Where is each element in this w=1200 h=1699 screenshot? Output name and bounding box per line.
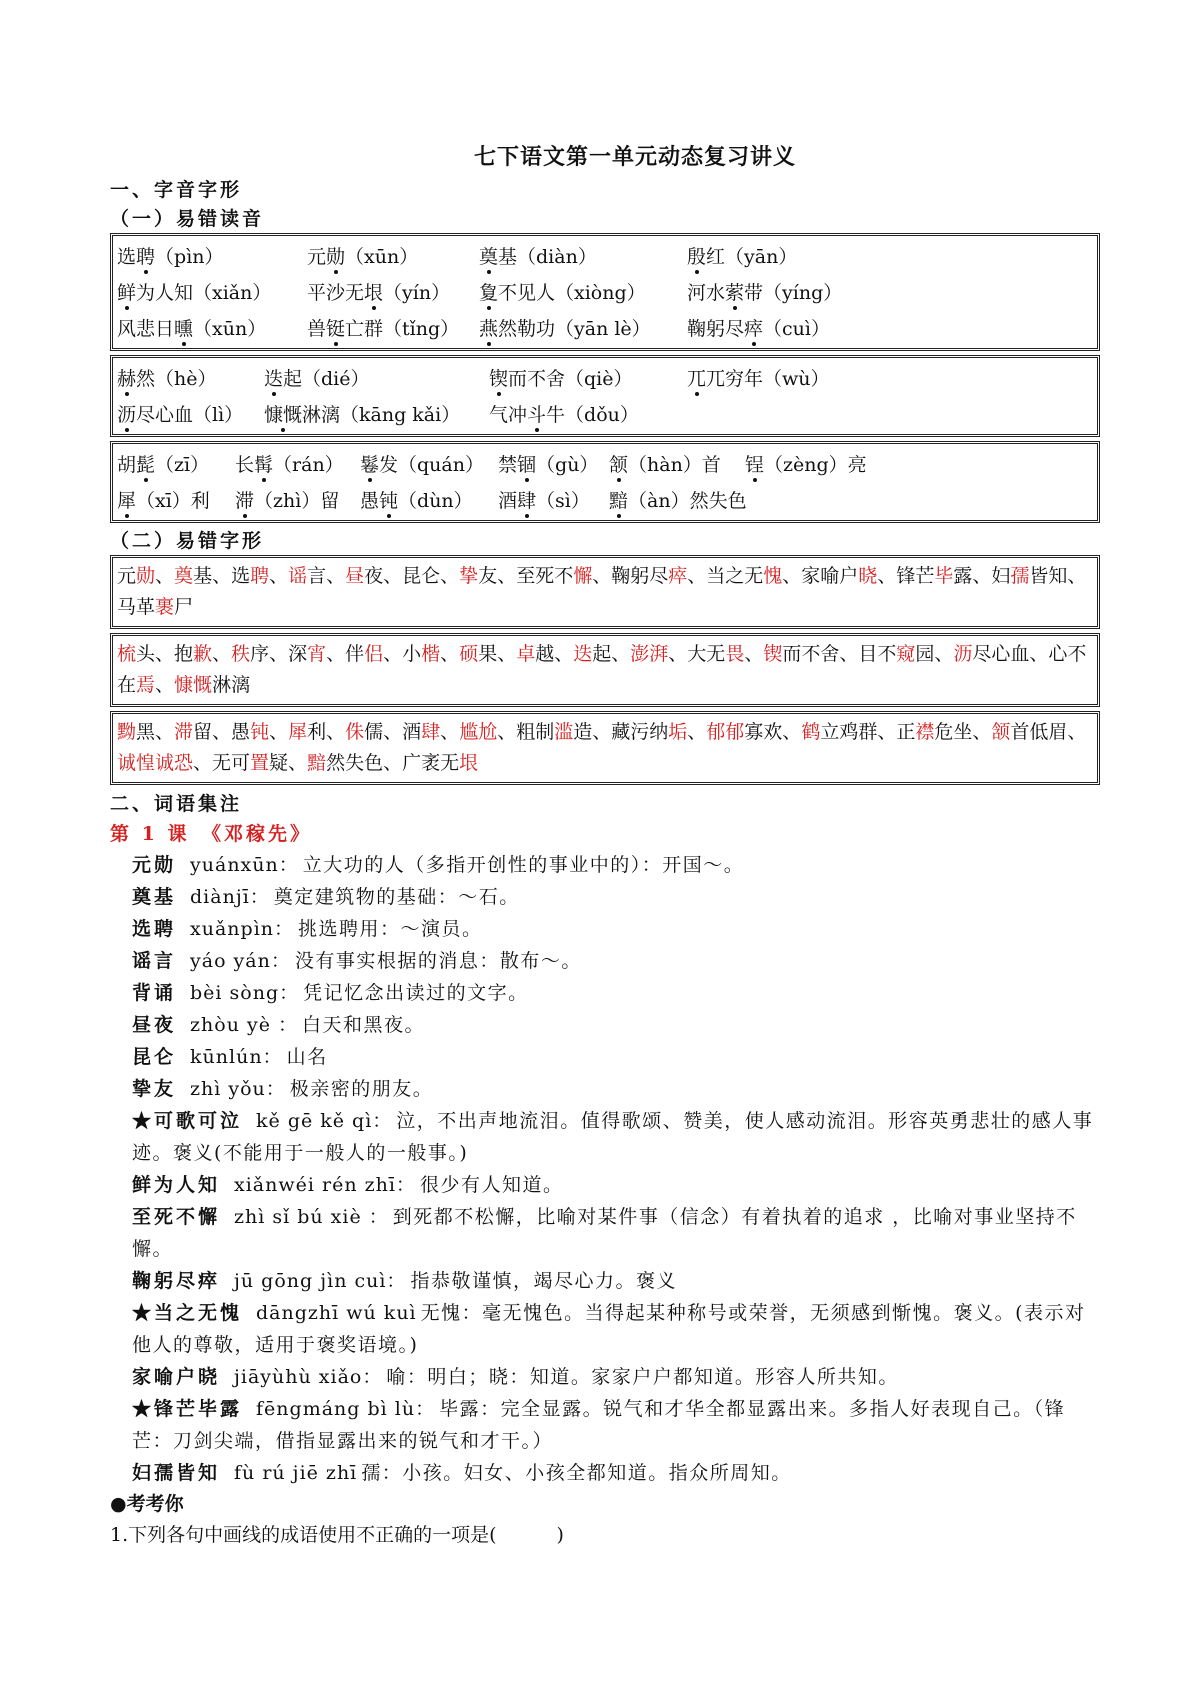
character-text: 元	[117, 565, 137, 587]
vocabulary-term: ★锋芒毕露	[132, 1398, 243, 1420]
error-prone-character: 楷	[421, 643, 441, 665]
error-prone-character: 宵	[307, 643, 327, 665]
pronunciation-item	[609, 446, 721, 484]
vocabulary-term: ★当之无愧	[132, 1302, 243, 1324]
character-text: 、家喻户	[782, 565, 859, 587]
vocabulary-definition: 喻：明白；晓：知道。家家户户都知道。形容人所共知。	[386, 1366, 899, 1388]
vocabulary-term: 家喻户晓	[132, 1366, 221, 1388]
pronunciation-item	[687, 238, 797, 276]
dotted-character: 迭	[264, 360, 283, 398]
pronunciation-item	[360, 446, 484, 484]
character-text: 造、藏污纳	[573, 721, 669, 743]
character-text: 、	[744, 643, 764, 665]
pronunciation-box	[110, 441, 1100, 523]
pronunciation-item	[117, 482, 210, 520]
vocabulary-definition: 奠定建筑物的基础：～石。	[273, 886, 520, 908]
item-reading: （àn）然失色	[628, 490, 747, 512]
vocabulary-pinyin: zhòu yè ：	[190, 1014, 298, 1036]
character-text: 、	[155, 565, 175, 587]
pronunciation-item	[489, 396, 639, 434]
vocabulary-entry	[110, 881, 1100, 913]
pronunciation-item	[498, 446, 598, 484]
dotted-character: 钝	[379, 482, 398, 520]
item-reading: （xūn）	[345, 246, 419, 268]
character-text: 淋漓	[212, 674, 251, 696]
character-text: 皆知、马革	[117, 565, 1087, 618]
character-text: 、	[269, 565, 289, 587]
error-prone-character: 慷慨	[174, 674, 213, 696]
vocabulary-term: 奠基	[132, 886, 177, 908]
item-reading: （rán）	[273, 454, 344, 476]
character-text: 越、	[535, 643, 574, 665]
pronunciation-box	[110, 355, 1100, 437]
character-text: 然失色、广袤无	[326, 752, 460, 774]
error-prone-character: 尴尬	[459, 721, 498, 743]
vocabulary-entry	[110, 977, 1100, 1009]
character-text: 尸	[174, 596, 194, 618]
vocabulary-definition: 毕露：完全显露。锐气和才华全都显露出来。多指人好表现自己。（锋芒：刀剑尖端，借指显露出来的锐气和才干。）	[132, 1398, 1066, 1452]
character-text: 黑、	[136, 721, 175, 743]
item-reading: （yín）	[383, 282, 451, 304]
dotted-character: 黯	[609, 482, 628, 520]
error-prone-character: 侏	[345, 721, 365, 743]
item-prefix: 气冲	[489, 404, 528, 426]
dotted-character: 髯	[254, 446, 273, 484]
vocabulary-pinyin: xuǎnpìn：	[190, 918, 295, 940]
vocabulary-entry	[110, 1169, 1100, 1201]
document-page	[110, 140, 1100, 1551]
vocabulary-definition: 挑选聘用：～演员。	[298, 918, 483, 940]
vocabulary-pinyin: fēngmáng bì lù：	[256, 1398, 436, 1420]
vocabulary-entry	[110, 1457, 1100, 1489]
dotted-character: 兀	[687, 360, 706, 398]
pronunciation-item	[117, 446, 209, 484]
item-reading: 然勒功（yān lè）	[498, 318, 651, 340]
dotted-character: 滞	[235, 482, 254, 520]
pronunciation-item	[235, 482, 339, 520]
item-reading: （hàn）首	[628, 454, 721, 476]
vocabulary-entry	[110, 1009, 1100, 1041]
item-reading: （sì）	[536, 490, 590, 512]
character-text: 头、抱	[136, 643, 194, 665]
item-reading: 淋漓（kāng kǎi）	[302, 404, 461, 426]
dotted-character: 燕	[479, 310, 498, 348]
error-prone-character: 裹	[155, 596, 175, 618]
pronunciation-item	[307, 310, 459, 348]
vocabulary-definition: 极亲密的朋友。	[289, 1078, 434, 1100]
item-prefix: 元	[307, 246, 327, 268]
error-prone-character: 焉	[136, 674, 156, 696]
dotted-character: 瘁	[744, 310, 763, 348]
error-prone-character: 晓	[858, 565, 878, 587]
pronunciation-item	[489, 360, 633, 398]
dotted-character: 锲	[489, 360, 508, 398]
character-text: 首低眉、	[1010, 721, 1087, 743]
item-prefix: 酒	[498, 490, 518, 512]
pronunciation-row	[117, 360, 1093, 396]
character-text: 夜、昆仑、	[364, 565, 460, 587]
vocabulary-definition: 没有事实根据的消息：散布～。	[294, 950, 582, 972]
item-reading: （pìn）	[155, 246, 224, 268]
character-tables	[110, 555, 1100, 785]
pronunciation-box	[110, 233, 1100, 351]
error-prone-character: 窥	[896, 643, 916, 665]
vocabulary-pinyin: bèi sòng：	[190, 982, 300, 1004]
error-prone-character: 畏	[725, 643, 745, 665]
error-prone-character: 钝	[250, 721, 270, 743]
character-text: 友、至死不	[478, 565, 574, 587]
pronunciation-item	[117, 238, 224, 276]
error-prone-character: 勋	[136, 565, 156, 587]
error-prone-character: 秩	[231, 643, 251, 665]
error-prone-character: 愧	[763, 565, 783, 587]
dotted-character: 锃	[745, 446, 764, 484]
vocabulary-entry	[110, 1201, 1100, 1265]
pronunciation-item	[360, 482, 473, 520]
pronunciation-item	[687, 360, 830, 398]
character-text: 而不舍、目不	[782, 643, 897, 665]
vocabulary-definition: 无愧：毫无愧色。当得起某种称号或荣誉，无须感到惭愧。褒义。(表示对他人的尊敬，适用于褒奖语境。)	[132, 1302, 1086, 1356]
character-text: 、	[440, 643, 460, 665]
pronunciation-row	[117, 310, 1093, 346]
character-box	[110, 711, 1100, 785]
pronunciation-row	[117, 396, 1093, 432]
dotted-character: 赫	[117, 360, 136, 398]
vocabulary-pinyin: diànjī：	[190, 886, 270, 908]
vocabulary-pinyin: zhì yǒu：	[190, 1078, 286, 1100]
item-prefix: 风悲日	[117, 318, 175, 340]
error-prone-character: 黝	[117, 721, 137, 743]
item-reading: 亡群（tǐng）	[345, 318, 460, 340]
dotted-character: 鲜	[117, 274, 136, 312]
character-text: 、锋芒	[877, 565, 935, 587]
vocabulary-pinyin: dāngzhī wú kuì	[256, 1302, 417, 1324]
character-text: 、大无	[668, 643, 726, 665]
vocabulary-pinyin: zhì sǐ bú xiè ：	[234, 1206, 389, 1228]
dotted-character: 铤	[326, 310, 345, 348]
pronunciation-item	[745, 446, 867, 484]
vocabulary-pinyin: jū gōng jìn cuì：	[234, 1270, 407, 1292]
vocabulary-entry	[110, 1041, 1100, 1073]
error-prone-character: 垢	[668, 721, 688, 743]
character-text: 、	[440, 721, 460, 743]
section2-heading: 二、词语集注	[110, 793, 243, 815]
dotted-character: 沥	[117, 396, 136, 434]
vocabulary-term: 元勋	[132, 854, 177, 876]
item-prefix: 平沙无	[307, 282, 365, 304]
section1-heading: 一、字音字形	[110, 179, 243, 201]
pronunciation-item	[307, 274, 450, 312]
item-reading: 牛（dǒu）	[546, 404, 639, 426]
pronunciation-item	[117, 396, 243, 434]
vocabulary-pinyin: jiāyùhù xiǎo：	[234, 1366, 383, 1388]
dotted-character: 鬈	[360, 446, 379, 484]
error-prone-character: 孺	[1010, 565, 1030, 587]
item-reading: 尽心血（lì）	[136, 404, 244, 426]
item-reading: （zī）	[155, 454, 210, 476]
item-reading: 不见人（xiòng）	[498, 282, 646, 304]
item-reading: （xī）利	[136, 490, 210, 512]
vocabulary-entry	[110, 1105, 1100, 1169]
subsection-pronunciation-heading: （一）易错读音	[110, 208, 265, 230]
character-text: 儒、酒	[364, 721, 422, 743]
character-text: 利、	[307, 721, 346, 743]
vocabulary-definition: 凭记忆念出读过的文字。	[303, 982, 529, 1004]
error-prone-character: 垠	[459, 752, 479, 774]
character-text: 疑、	[269, 752, 308, 774]
error-prone-character: 澎湃	[630, 643, 669, 665]
vocabulary-pinyin: kě gē kě qì：	[256, 1110, 393, 1132]
error-prone-character: 歉	[193, 643, 213, 665]
lesson-title: 第 1 课 《邓稼先》	[110, 823, 312, 845]
error-prone-character: 鹤	[801, 721, 821, 743]
dotted-character: 萦	[725, 274, 744, 312]
character-text: 、粗制	[497, 721, 555, 743]
quiz-heading: ●考考你	[110, 1493, 184, 1515]
vocabulary-definition: 很少有人知道。	[419, 1174, 564, 1196]
dotted-character: 斗	[527, 396, 546, 434]
character-text: 、无可	[193, 752, 251, 774]
item-prefix: 选	[117, 246, 137, 268]
error-prone-character: 锲	[763, 643, 783, 665]
vocabulary-entry	[110, 1361, 1100, 1393]
item-prefix: 鞠躬尽	[687, 318, 745, 340]
error-prone-character: 颔	[991, 721, 1011, 743]
dotted-character: 锢	[517, 446, 536, 484]
error-prone-character: 梳	[117, 643, 137, 665]
vocabulary-pinyin: fù rú jiē zhī	[234, 1462, 358, 1484]
character-text: 、当之无	[687, 565, 764, 587]
dotted-character: 肆	[517, 482, 536, 520]
error-prone-character: 襟	[915, 721, 935, 743]
dotted-character: 勋	[326, 238, 345, 276]
pronunciation-row	[117, 446, 1093, 482]
character-text: 言、	[307, 565, 346, 587]
pronunciation-item	[479, 310, 651, 348]
error-prone-character: 侣	[364, 643, 384, 665]
item-prefix: 胡	[117, 454, 137, 476]
vocabulary-entry	[110, 945, 1100, 977]
vocabulary-term: 昼夜	[132, 1014, 177, 1036]
character-text: 、小	[383, 643, 422, 665]
character-text: 、伴	[326, 643, 365, 665]
vocabulary-term: 选聘	[132, 918, 177, 940]
item-reading: （gù）	[536, 454, 599, 476]
character-box	[110, 633, 1100, 707]
item-prefix: 愚	[360, 490, 380, 512]
character-text: 序、深	[250, 643, 308, 665]
error-prone-character: 硕	[459, 643, 479, 665]
item-prefix: 兽	[307, 318, 327, 340]
vocabulary-term: 鲜为人知	[132, 1174, 221, 1196]
pronunciation-item	[609, 482, 747, 520]
vocabulary-pinyin: xiǎnwéi rén zhī：	[234, 1174, 416, 1196]
dotted-character: 垠	[364, 274, 383, 312]
pronunciation-item	[117, 274, 271, 312]
dotted-character: 奠	[479, 238, 498, 276]
vocabulary-term: 昆仑	[132, 1046, 177, 1068]
vocabulary-entry	[110, 849, 1100, 881]
error-prone-character: 毕	[934, 565, 954, 587]
dotted-character: 髭	[136, 446, 155, 484]
error-prone-character: 置	[250, 752, 270, 774]
item-reading: 兀穷年（wù）	[706, 368, 830, 390]
item-reading: （zèng）亮	[764, 454, 867, 476]
item-reading: 为人知（xiǎn）	[136, 282, 272, 304]
character-text: 寡欢、	[744, 721, 802, 743]
vocabulary-entry	[110, 913, 1100, 945]
error-prone-character: 卓	[516, 643, 536, 665]
pronunciation-item	[687, 274, 842, 312]
error-prone-character: 瘁	[668, 565, 688, 587]
vocabulary-list	[110, 849, 1100, 1489]
pronunciation-item	[264, 360, 370, 398]
character-text: 尽心血、心不在	[117, 643, 1087, 696]
pronunciation-item	[479, 274, 646, 312]
error-prone-character: 黯	[307, 752, 327, 774]
dotted-character: 犀	[117, 482, 136, 520]
item-reading: （dùn）	[398, 490, 473, 512]
item-reading: （zhì）留	[254, 490, 340, 512]
character-text: 、	[212, 643, 232, 665]
dotted-character: 夐	[479, 274, 498, 312]
pronunciation-item	[498, 482, 590, 520]
character-text: 立鸡群、正	[820, 721, 916, 743]
pronunciation-item	[479, 238, 597, 276]
error-prone-character: 挚	[459, 565, 479, 587]
document-title: 七下语文第一单元动态复习讲义	[473, 144, 796, 170]
pronunciation-item	[687, 310, 830, 348]
vocabulary-definition: 山名	[286, 1046, 328, 1068]
vocabulary-definition: 白天和黑夜。	[302, 1014, 426, 1036]
character-text: 露、妇	[953, 565, 1011, 587]
error-prone-character: 滥	[554, 721, 574, 743]
vocabulary-definition: 泣，不出声地流泪。值得歌颂、赞美，使人感动流泪。形容英勇悲壮的感人事迹。褒义(不能用于一般人的一般事。)	[132, 1110, 1094, 1164]
character-text: 园、	[915, 643, 954, 665]
character-text: 、鞠躬尽	[592, 565, 669, 587]
pronunciation-row	[117, 274, 1093, 310]
pronunciation-tables	[110, 233, 1100, 523]
character-text: 、	[269, 721, 289, 743]
error-prone-character: 聘	[250, 565, 270, 587]
item-prefix: 禁	[498, 454, 518, 476]
character-box	[110, 555, 1100, 629]
dotted-character: 殷	[687, 238, 706, 276]
character-text: 果、	[478, 643, 517, 665]
item-reading: 发（quán）	[379, 454, 484, 476]
dotted-character: 颔	[609, 446, 628, 484]
item-reading: 带（yíng）	[744, 282, 843, 304]
dotted-character: 曛	[174, 310, 193, 348]
vocabulary-entry	[110, 1393, 1100, 1457]
error-prone-character: 肆	[421, 721, 441, 743]
vocabulary-term: 挚友	[132, 1078, 177, 1100]
error-prone-character: 谣	[288, 565, 308, 587]
character-text: 留、愚	[193, 721, 251, 743]
item-prefix: 长	[235, 454, 255, 476]
vocabulary-pinyin: kūnlún：	[190, 1046, 283, 1068]
dotted-character: 聘	[136, 238, 155, 276]
quiz-question-text: 1.下列各句中画线的成语使用不正确的一项是(	[110, 1524, 497, 1546]
error-prone-character: 沥	[953, 643, 973, 665]
vocabulary-entry	[110, 1297, 1100, 1361]
error-prone-character: 懈	[573, 565, 593, 587]
error-prone-character: 诚惶诚恐	[117, 752, 194, 774]
item-reading: （cuì）	[763, 318, 830, 340]
character-text: 、	[687, 721, 707, 743]
error-prone-character: 迭	[573, 643, 593, 665]
character-text: 、	[155, 674, 175, 696]
vocabulary-pinyin: yáo yán：	[190, 950, 291, 972]
vocabulary-term: 妇孺皆知	[132, 1462, 221, 1484]
quiz-question-1	[110, 1519, 1100, 1551]
subsection-characters-heading: （二）易错字形	[110, 530, 265, 552]
error-prone-character: 犀	[288, 721, 308, 743]
vocabulary-term: 背诵	[132, 982, 177, 1004]
pronunciation-item	[264, 396, 460, 434]
vocabulary-term: 至死不懈	[132, 1206, 221, 1228]
pronunciation-item	[235, 446, 344, 484]
vocabulary-definition: 孺：小孩。妇女、小孩全都知道。指众所周知。	[361, 1462, 792, 1484]
error-prone-character: 奠	[174, 565, 194, 587]
vocabulary-definition: 到死都不松懈，比喻对某件事（信念）有着执着的追求 ，比喻对事业坚持不懈。	[132, 1206, 1077, 1260]
pronunciation-item	[117, 310, 266, 348]
vocabulary-definition: 立大功的人（多指开创性的事业中的）：开国～。	[302, 854, 745, 876]
vocabulary-pinyin: yuánxūn：	[190, 854, 299, 876]
vocabulary-entry	[110, 1265, 1100, 1297]
item-reading: 红（yān）	[706, 246, 798, 268]
character-text: 危坐、	[934, 721, 992, 743]
pronunciation-item	[117, 360, 217, 398]
pronunciation-item	[307, 238, 418, 276]
item-reading: （xūn）	[193, 318, 267, 340]
item-reading: 起（dié）	[283, 368, 370, 390]
item-reading: 基（diàn）	[498, 246, 597, 268]
error-prone-character: 郁郁	[706, 721, 745, 743]
character-text: 起、	[592, 643, 631, 665]
item-prefix: 河水	[687, 282, 726, 304]
character-text: 基、选	[193, 565, 251, 587]
vocabulary-definition: 指恭敬谨慎，竭尽心力。褒义	[410, 1270, 677, 1292]
vocabulary-term: ★可歌可泣	[132, 1110, 243, 1132]
vocabulary-term: 谣言	[132, 950, 177, 972]
pronunciation-row	[117, 238, 1093, 274]
item-reading: 然（hè）	[136, 368, 217, 390]
quiz-question-close: )	[556, 1524, 564, 1546]
vocabulary-term: 鞠躬尽瘁	[132, 1270, 221, 1292]
item-reading: 而不舍（qiè）	[508, 368, 633, 390]
vocabulary-entry	[110, 1073, 1100, 1105]
pronunciation-row	[117, 482, 1093, 518]
error-prone-character: 昼	[345, 565, 365, 587]
dotted-character: 慷慨	[264, 396, 302, 434]
error-prone-character: 滞	[174, 721, 194, 743]
